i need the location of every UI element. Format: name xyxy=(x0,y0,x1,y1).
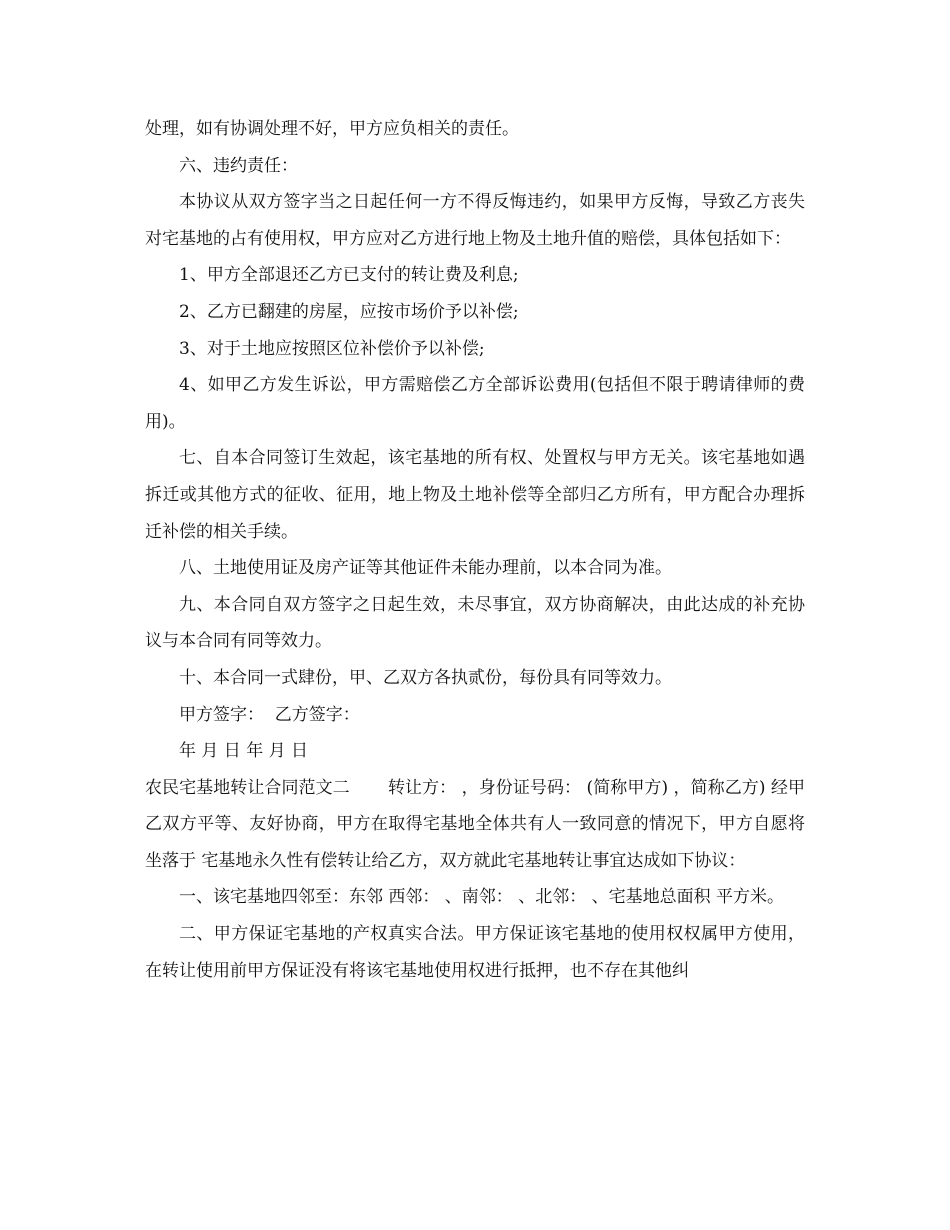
clause-one-boundaries: 一、该宅基地四邻至：东邻 西邻： 、南邻： 、北邻： 、宅基地总面积 平方米。 xyxy=(179,887,785,908)
list-item-land-compensation: 3、对于土地应按照区位补偿价予以补偿; xyxy=(179,338,485,359)
list-item-litigation-costs: 4、如甲乙方发生诉讼，甲方需赔偿乙方全部诉讼费用(包括但不限于聘请律师的费用)。 xyxy=(145,375,805,432)
clause-nine: 九、本合同自双方签字之日起生效，未尽事宜，双方协商解决，由此达成的补充协议与本合同有同等效力。 xyxy=(145,594,805,652)
section-heading-breach-liability: 六、违约责任： xyxy=(179,155,298,176)
list-item-refund: 1、甲方全部退还乙方已支付的转让费及利息; xyxy=(179,265,519,286)
list-item-house-compensation: 2、乙方已翻建的房屋，应按市场价予以补偿; xyxy=(179,301,519,322)
paragraph-continuation: 处理，如有协调处理不好，甲方应负相关的责任。 xyxy=(145,119,519,139)
second-contract-intro: 农民宅基地转让合同范文二 转让方： ，身份证号码： (简称甲方) ，简称乙方) 经甲乙双方平等、友好协商，甲方在取得宅基地全体共有人一致同意的情况下，甲方自愿将坐落于 宅基地永久性有偿转让给乙方，双方就此宅基地转让事宜达成如下协议： xyxy=(145,777,805,871)
clause-ten: 十、本合同一式肆份，甲、乙双方各执贰份，每份具有同等效力。 xyxy=(179,667,672,688)
clause-two-property-rights: 二、甲方保证宅基地的产权真实合法。甲方保证该宅基地的使用权权属甲方使用，在转让使用前甲方保证没有将该宅基地使用权进行抵押，也不存在其他纠 xyxy=(145,924,805,981)
date-line: 年 月 日 年 月 日 xyxy=(179,741,309,762)
paragraph-breach-terms: 本协议从双方签字当之日起任何一方不得反悔违约，如果甲方反悔，导致乙方丧失对宅基地的占有使用权，甲方应对乙方进行地上物及土地升值的赔偿，具体包括如下： xyxy=(145,192,805,249)
document-body xyxy=(145,111,805,989)
clause-eight: 八、土地使用证及房产证等其他证件未能办理前，以本合同为准。 xyxy=(179,558,672,579)
signature-line: 甲方签字： 乙方签字： xyxy=(179,704,360,725)
clause-seven: 七、自本合同签订生效起，该宅基地的所有权、处置权与甲方无关。该宅基地如遇拆迁或其他方式的征收、征用，地上物及土地补偿等全部归乙方所有，甲方配合办理拆迁补偿的相关手续。 xyxy=(145,448,805,542)
